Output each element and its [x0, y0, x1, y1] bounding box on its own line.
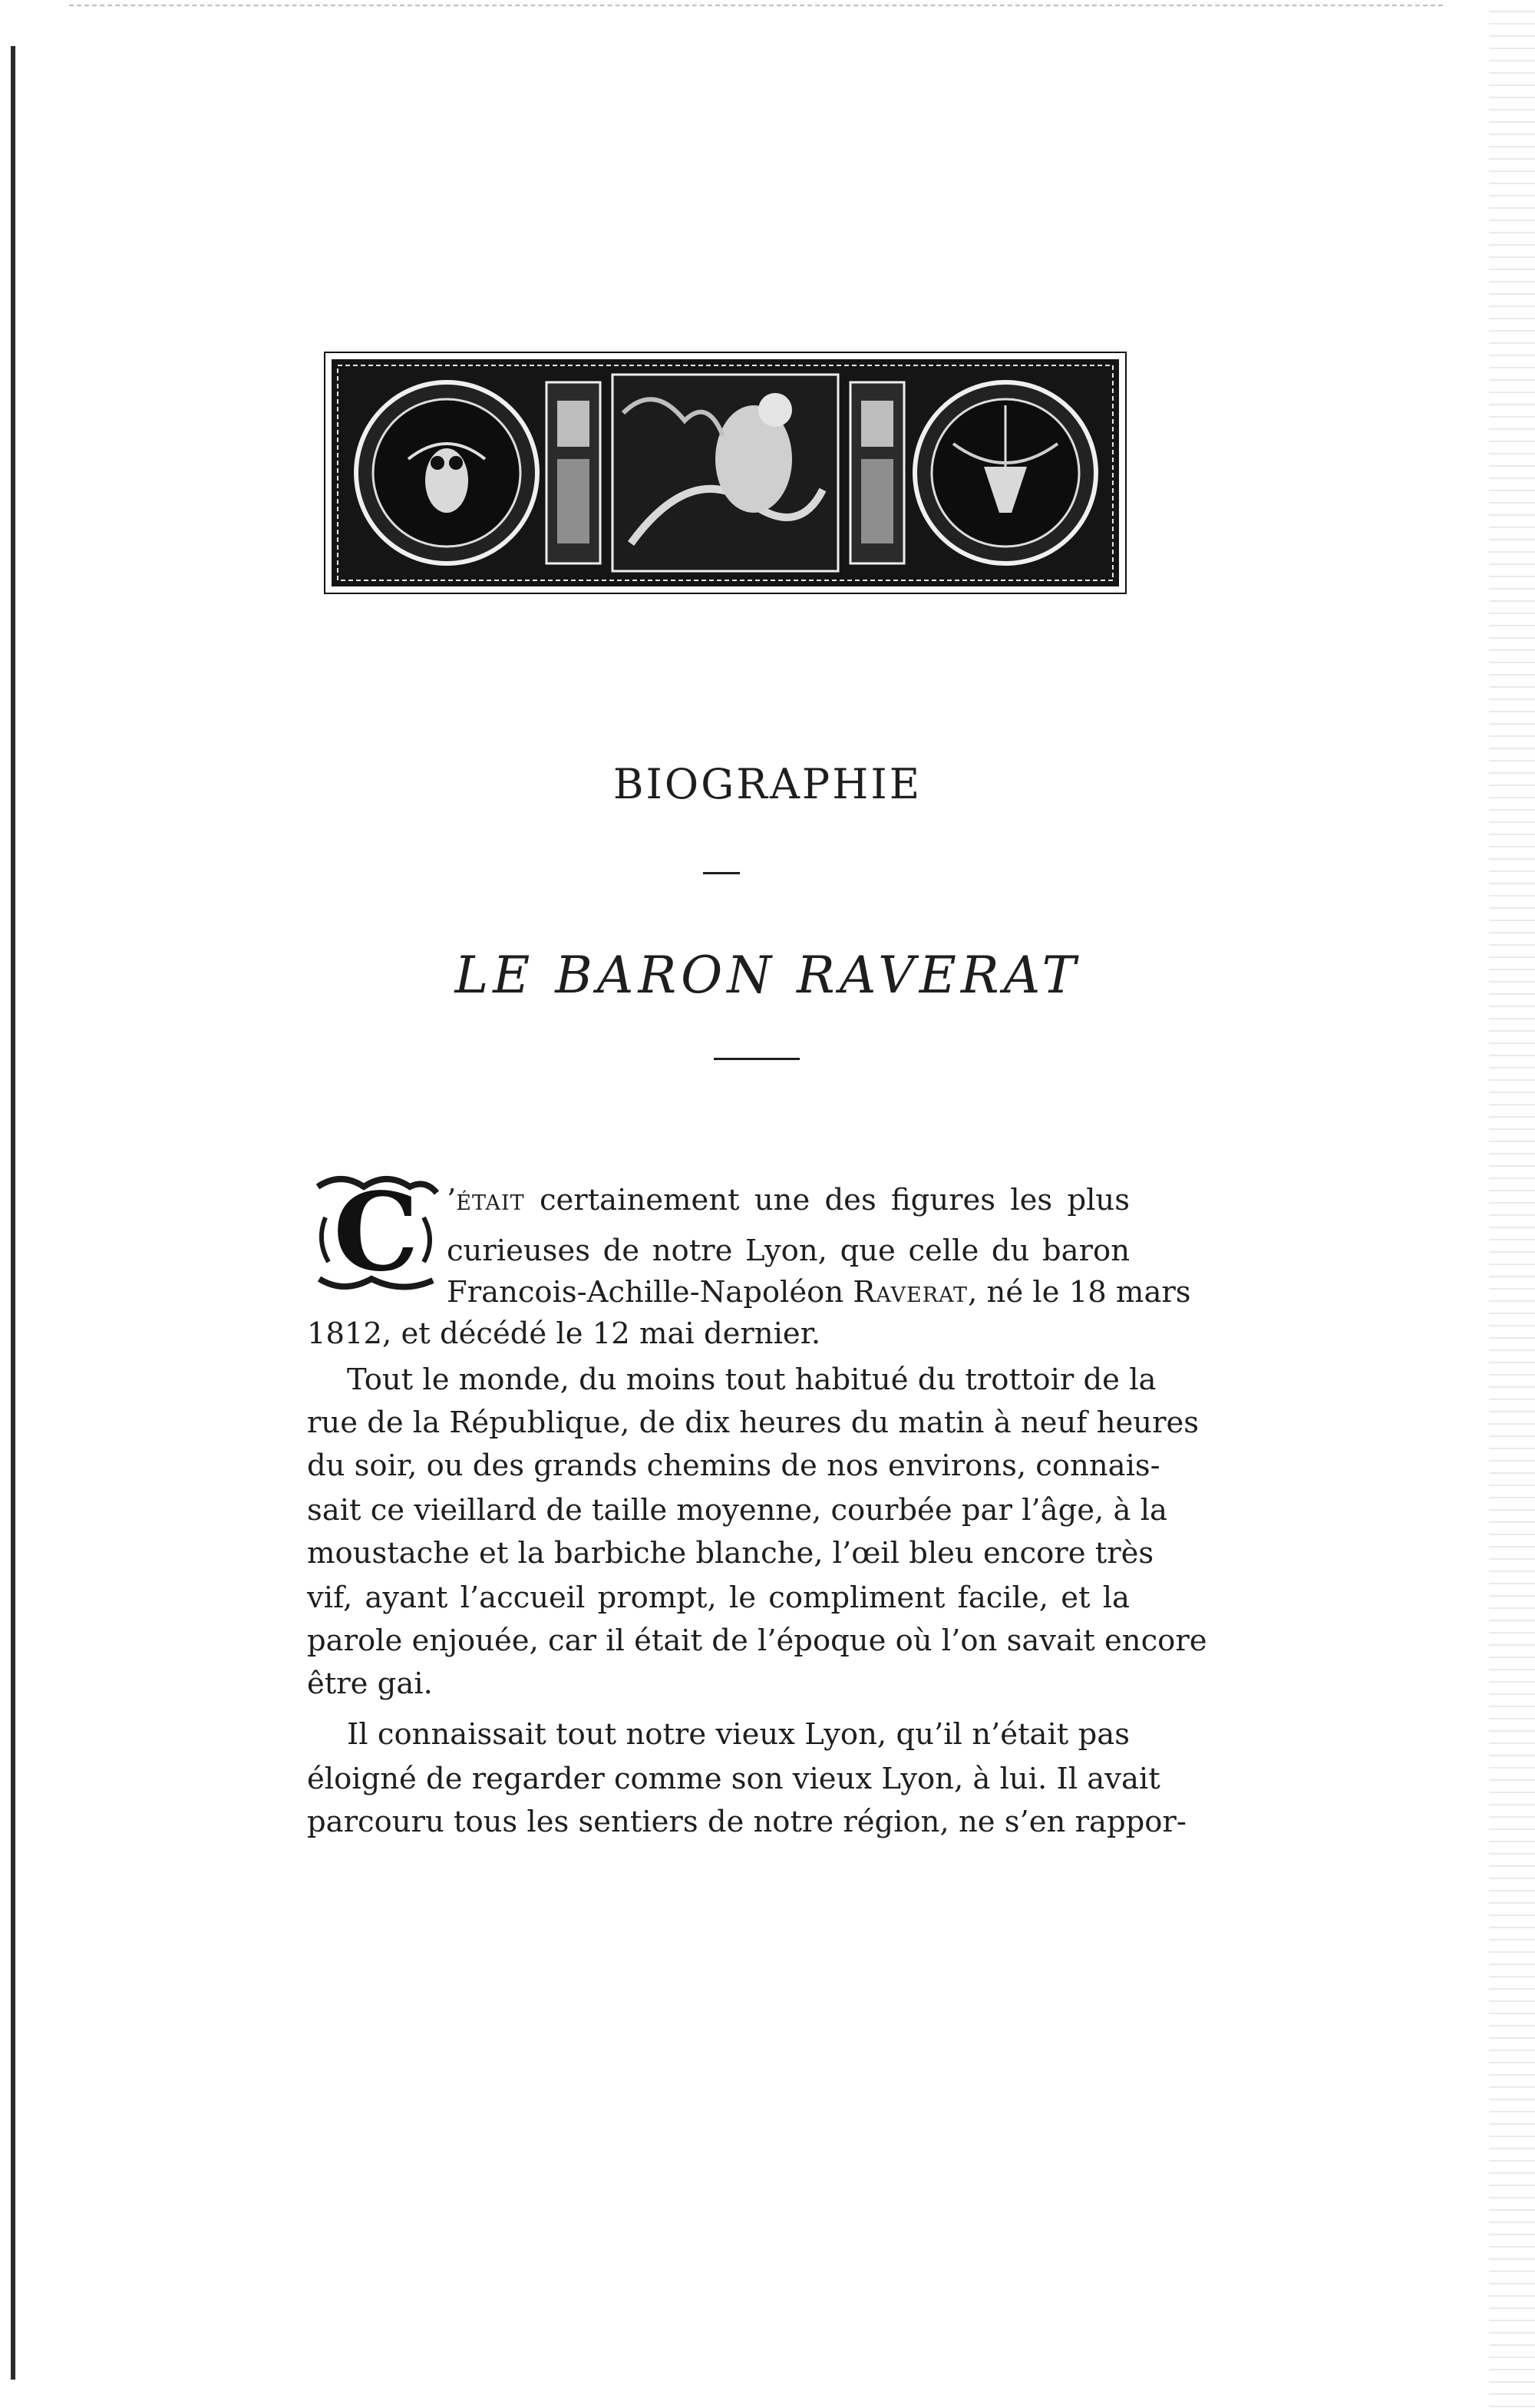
article-subtitle: LE BARON RAVERAT: [454, 946, 1081, 1005]
body-line-12: être gai.: [307, 1666, 433, 1701]
body-line-5: Tout le monde, du moins tout habitué du trottoir de la: [347, 1363, 1157, 1397]
svg-text:C: C: [333, 1171, 419, 1296]
central-figure-scene: [612, 375, 838, 571]
subtitle-separator: [714, 1058, 800, 1060]
ornamental-headband: [324, 352, 1127, 594]
body-line-6: rue de la République, de dix heures du matin à neuf heures: [307, 1405, 1200, 1440]
body-line-10: vif, ayant l’accueil prompt, le compliment facile, et la: [307, 1581, 1130, 1615]
body-line-9: moustache et la barbiche blanche, l’œil bleu encore très: [307, 1536, 1154, 1571]
body-line-11: parole enjouée, car il était de l’époque où l’on savait encore: [307, 1624, 1207, 1658]
body-line-3: Francois-Achille-Napoléon Raverat, né le 18 mars: [447, 1275, 1191, 1310]
body-line-13: Il connaissait tout notre vieux Lyon, qu’il n’était pas: [347, 1717, 1130, 1752]
left-pillar-panel: [546, 382, 600, 563]
body-line-14: éloigné de regarder comme son vieux Lyon, à lui. Il avait: [307, 1762, 1160, 1796]
lamp-medallion: [915, 382, 1096, 563]
decorated-dropcap: [310, 1171, 442, 1299]
body-line-7: du soir, ou des grands chemins de nos environs, connais-: [307, 1448, 1160, 1483]
body-line-2: curieuses de notre Lyon, que celle du baron: [447, 1234, 1130, 1268]
body-line-8: sait ce vieillard de taille moyenne, courbée par l’âge, à la: [307, 1493, 1167, 1528]
body-line-4: 1812, et décédé le 12 mai dernier.: [307, 1316, 821, 1351]
page-top-border: [69, 5, 1443, 6]
page-right-edge: [1489, 0, 1535, 2408]
body-line-1: ’était certainement une des figures les plus: [447, 1183, 1130, 1217]
page-title: BIOGRAPHIE: [612, 760, 923, 808]
body-line-15: parcouru tous les sentiers de notre région, ne s’en rappor-: [307, 1805, 1187, 1839]
page-binding-edge: [11, 46, 15, 2380]
title-separator: [703, 872, 740, 874]
right-pillar-panel: [850, 382, 904, 563]
owl-medallion: [356, 382, 537, 563]
